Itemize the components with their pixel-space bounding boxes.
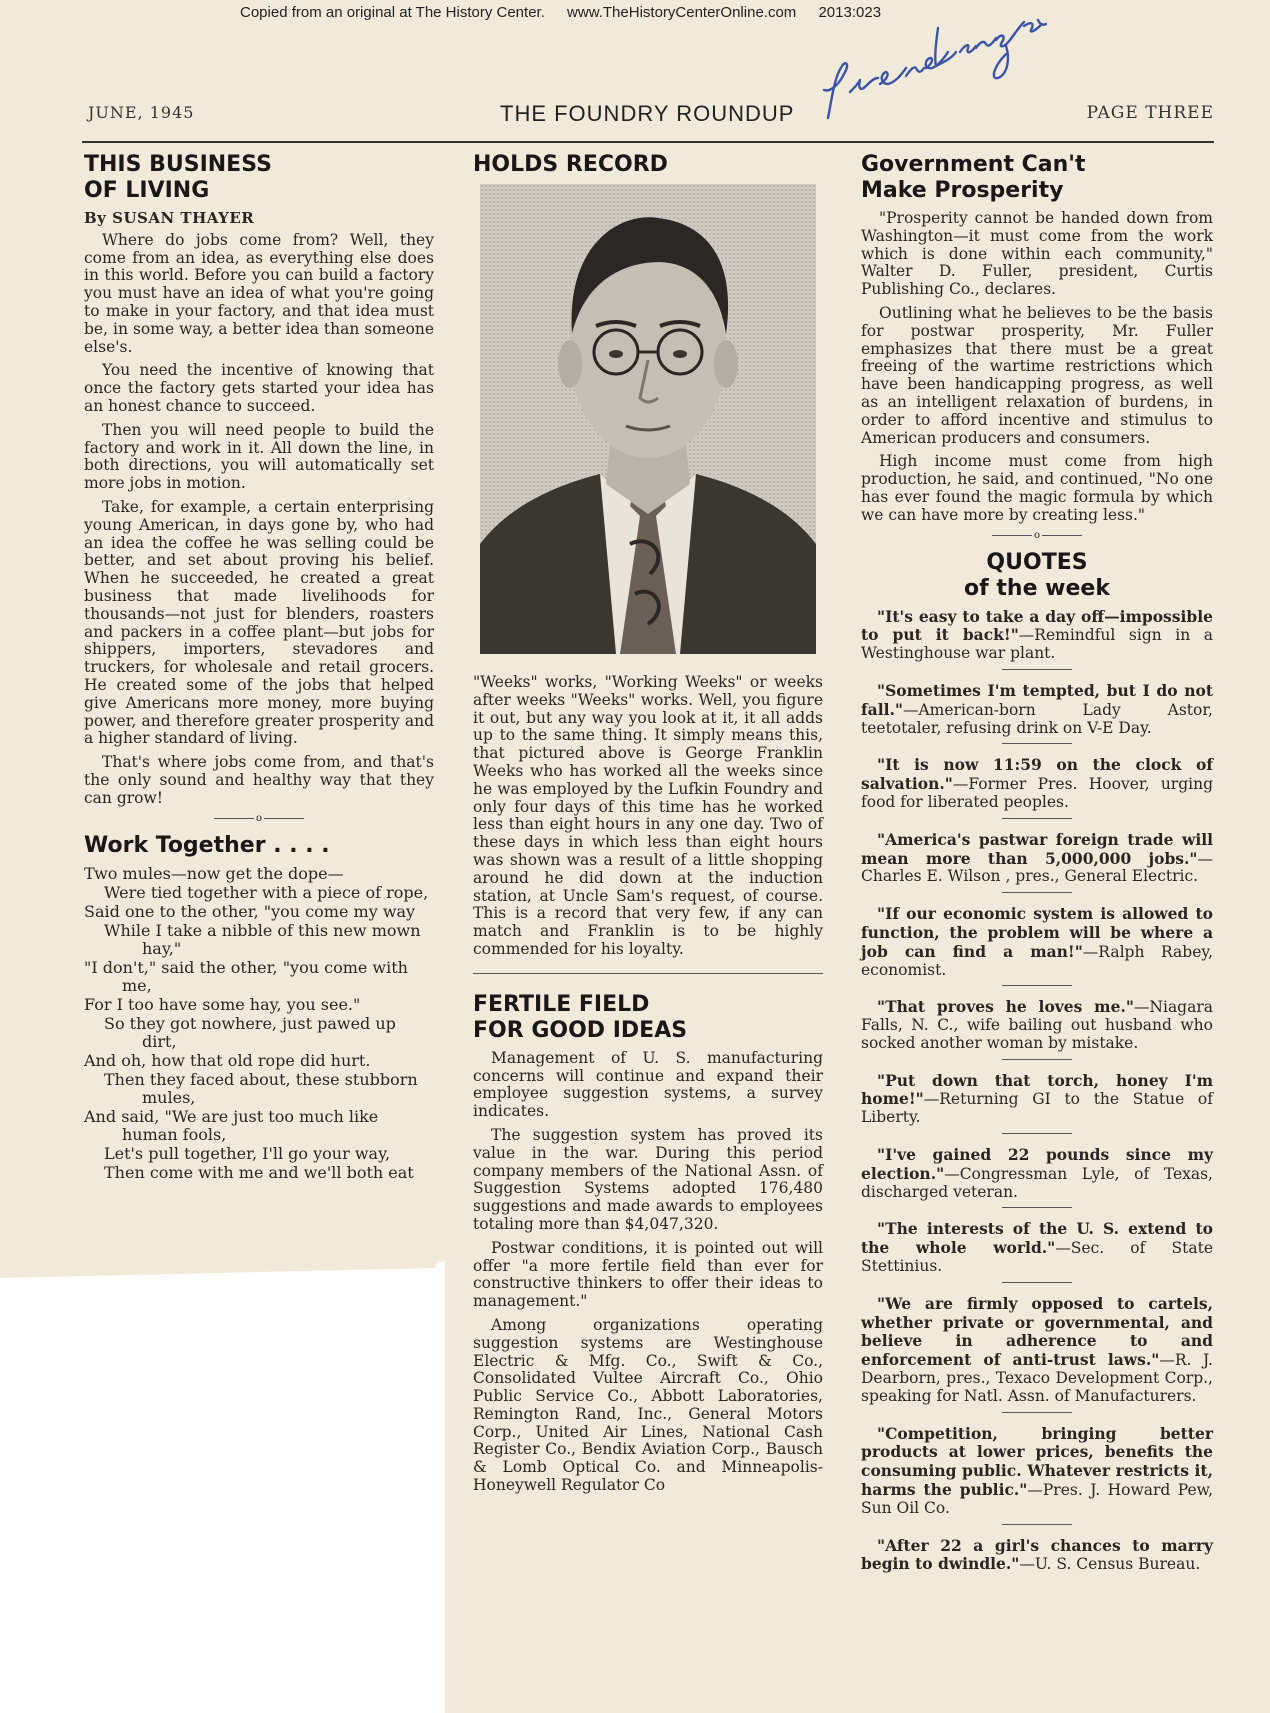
quote-attribution: —Former Pres. Hoover, urging food for liberated peoples. (861, 775, 1213, 811)
poem-line: Said one to the other, "you come my way (84, 901, 416, 921)
column-middle (473, 150, 823, 1501)
article-title-line: THIS BUSINESS (84, 152, 272, 177)
quote-attribution: —Congressman Lyle, of Texas, discharged veteran. (861, 1164, 1213, 1201)
poem-line: And oh, how that old rope did hurt. (84, 1050, 371, 1070)
article-title-holds-record: HOLDS RECORD (473, 152, 668, 177)
poem-line: While I take a nibble of this new mown hay," (104, 920, 421, 958)
article-paragraph: Take, for example, a certain enterprising young American, in days gone by, who had an idea the coffee he was selling could be better, and set about proving his belief. When he succeeded, he created a great business that made livelihoods for thousands—not just for blenders, roasters and packers in a coffee plant—but jobs for shippers, importers, stevadores and truckers, for wholesale and retail grocers. He created some of the jobs that helped give Americans more money, more buying power, and therefore greater prosperity and a higher standard of living. (84, 497, 434, 748)
quote-item (861, 905, 1213, 979)
quote-text: "America's pastwar foreign trade will mean more than 5,000,000 jobs." (861, 829, 1213, 868)
poem-line: Then they faced about, these stubborn mules, (104, 1069, 418, 1107)
handwritten-signature (820, 18, 1060, 128)
quote-item (861, 1072, 1213, 1127)
quote-attribution: —Remindful sign in a Westinghouse war plant. (861, 626, 1213, 663)
quotes-title-line: QUOTES (986, 549, 1088, 575)
quote-item (861, 1537, 1213, 1575)
quote-item (861, 1220, 1213, 1275)
quote-item (861, 756, 1213, 811)
poem-line: Two mules—now get the dope— (84, 863, 344, 883)
quote-text: "The interests of the U. S. extend to the whole world." (861, 1219, 1213, 1258)
quote-attribution: —Niagara Falls, N. C., wife bailing out husband who socked another woman by mistake. (861, 998, 1213, 1052)
torn-corner (0, 1262, 445, 1713)
quotes-title-line: of the week (964, 575, 1110, 601)
quote-text: "It is now 11:59 on the clock of salvation." (861, 755, 1213, 794)
article-paragraph: That's where jobs come from, and that's the only sound and healthy way that they can grow! (84, 753, 434, 807)
quote-item (861, 608, 1213, 663)
article-title-government (861, 152, 1213, 204)
quotes-title (861, 550, 1213, 602)
quote-attribution: —Pres. J. Howard Pew, Sun Oil Co. (861, 1481, 1214, 1517)
poem-line: Were tied together with a piece of rope, (104, 882, 429, 902)
quote-divider (1002, 1524, 1072, 1525)
column-left (84, 150, 434, 1183)
article-paragraph: Management of U. S. manufacturing concerns will continue and expand their employee suggestion systems, a survey indicates. (473, 1048, 823, 1121)
article-paragraph: Postwar conditions, it is pointed out will offer "a more fertile field than ever for constructive thinkers to offer their ideas to management." (473, 1238, 823, 1311)
article-title-line: Government Can't (861, 152, 1086, 177)
quote-item (861, 1146, 1213, 1201)
article-title-line: FOR GOOD IDEAS (473, 1017, 688, 1043)
quote-text: "Sometimes I'm tempted, but I do not fall." (861, 680, 1213, 719)
quote-item (861, 1425, 1213, 1518)
quote-attribution: —American-born Lady Astor, teetotaler, refusing drink on V-E Day. (861, 700, 1213, 737)
article-title-work-together: Work Together . . . . (84, 832, 330, 858)
poem-line: Let's pull together, I'll go your way, (104, 1143, 391, 1163)
article-paragraph: "Weeks" works, "Working Weeks" or weeks after weeks "Weeks" works. Well, you figure it out, but any way you look at it, it all adds up to the same thing. It simply means this, that pictured above is George Franklin Weeks who has worked all the weeks since he was employed by the Lufkin Foundry and only four days of this time has he worked less than eight hours in any one day. Two of these days in which less than eight hours was shown was a result of a little shopping around he did down at the induction station, at Uncle Sam's request, of course. This is a record that very few, if any can match and Franklin is to be highly commended for his loyalty. (473, 673, 823, 958)
quote-divider (1002, 1207, 1072, 1208)
article-paragraph: High income must come from high production, he said, and continued, "No one has ever found the magic formula by which we can have more by creating less." (861, 452, 1213, 524)
quote-item (861, 998, 1213, 1052)
poem (84, 865, 434, 1182)
quote-item (861, 682, 1213, 737)
quote-divider (1002, 1059, 1072, 1060)
quote-divider (1002, 1133, 1072, 1134)
column-right (861, 150, 1213, 1580)
quote-text: "Competition, bringing better products at lower prices, benefits the consuming public. Whatever restricts it, harms the public." (861, 1423, 1213, 1500)
poem-line: So they got nowhere, just pawed up dirt, (104, 1013, 396, 1051)
copy-notice-code: 2013:023 (818, 4, 882, 21)
article-paragraph: Then you will need people to build the factory and work in it. All down the line, in both directions, you will automatically set more jobs in motion. (84, 420, 434, 493)
issue-date: JUNE, 1945 (88, 103, 195, 122)
section-divider (473, 973, 823, 974)
page-number: PAGE THREE (1086, 103, 1214, 123)
quote-divider (1002, 669, 1072, 670)
article-paragraph: "Prosperity cannot be handed down from Washington—it must come from the work which is done within each community," Walter D. Fuller, president, Curtis Publishing Co., declares. (861, 209, 1213, 299)
copy-notice-url: www.TheHistoryCenterOnline.com (567, 4, 797, 21)
copy-notice-text: Copied from an original at The History Center. (240, 4, 545, 21)
quote-item (861, 1295, 1213, 1406)
article-title-fertile-field (473, 992, 823, 1044)
quote-text: "It's easy to take a day off—impossible to put it back!" (861, 606, 1213, 645)
quote-text: "We are firmly opposed to cartels, whether private or governmental, and believe in adherence to and enforcement of anti-trust laws." (861, 1293, 1213, 1370)
section-divider (214, 818, 304, 819)
quote-attribution: —Returning GI to the Statue of Liberty. (861, 1090, 1213, 1127)
poem-line: "I don't," said the other, "you come with me, (84, 957, 408, 995)
article-byline: By SUSAN THAYER (84, 209, 255, 227)
article-paragraph: Outlining what he believes to be the basis for postwar prosperity, Mr. Fuller emphasizes that there must be a great freeing of the wartime restrictions which have been handicapping progress, as well as an intelligent relaxation of burdens, in order to afford incentive and stimulus to American producers and consumers. (861, 303, 1213, 447)
quote-text: "I've gained 22 pounds since my election." (861, 1145, 1213, 1183)
article-title-business-of-living (84, 152, 434, 204)
quote-attribution: —Charles E. Wilson , pres., General Electric. (861, 849, 1213, 886)
quote-text: "If our economic system is allowed to function, the problem will be where a job can find a man!" (861, 904, 1213, 961)
poem-line: And said, "We are just too much like human fools, (84, 1106, 379, 1144)
article-title-line: FERTILE FIELD (473, 991, 650, 1017)
quote-divider (1002, 1412, 1072, 1413)
article-paragraph: Among organizations operating suggestion systems are Westinghouse Electric & Mfg. Co., Swift & Co., Consolidated Vultee Aircraft Co., Ohio Public Service Co., Abbott Laboratories, Remington Rand, Inc., General Motors Corp., United Air Lines, National Cash Register Co., Bendix Aviation Corp., Bausch & Lomb Optical Co. and Minneapolis-Honeywell Regulator Co (473, 1315, 823, 1495)
quote-attribution: —U. S. Census Bureau. (1019, 1555, 1201, 1574)
poem-line: Then come with me and we'll both eat (104, 1162, 414, 1182)
quote-attribution: —Ralph Rabey, economist. (861, 942, 1214, 979)
article-title-line: Make Prosperity (861, 178, 1064, 203)
header-rule (82, 141, 1214, 143)
quote-attribution: —R. J. Dearborn, pres., Texaco Development Corp., speaking for Natl. Assn. of Manufacturers. (861, 1351, 1213, 1405)
quote-text: "After 22 a girl's chances to marry begin to dwindle." (861, 1535, 1213, 1574)
newsletter-title: THE FOUNDRY ROUNDUP (500, 101, 795, 126)
quote-divider (1002, 892, 1072, 893)
quote-divider (1002, 985, 1072, 986)
article-title-line: OF LIVING (84, 178, 210, 203)
article-paragraph: The suggestion system has proved its value in the war. During this period company members of the National Assn. of Suggestion Systems adopted 176,480 suggestions and made awards to employees totaling more than $4,047,320. (473, 1125, 823, 1233)
quote-text: "Put down that torch, honey I'm home!" (861, 1070, 1213, 1109)
section-divider (992, 535, 1082, 536)
quote-divider (1002, 818, 1072, 819)
poem-line: For I too have some hay, you see." (84, 994, 361, 1014)
quote-divider (1002, 743, 1072, 744)
quote-item (861, 831, 1213, 886)
quote-text: "That proves he loves me." (877, 997, 1134, 1017)
article-paragraph: Where do jobs come from? Well, they come from an idea, as everything else does in this world. Before you can build a factory you must have an idea of what you're going to make in your factory, and that idea must be, in some way, a better idea than someone else's. (84, 230, 434, 356)
article-paragraph: You need the incentive of knowing that once the factory gets started your idea has an honest chance to succeed. (84, 361, 434, 415)
portrait-photo (480, 184, 816, 654)
quote-divider (1002, 1282, 1072, 1283)
quote-list (861, 608, 1213, 1575)
quote-attribution: —Sec. of State Stettinius. (861, 1239, 1213, 1276)
